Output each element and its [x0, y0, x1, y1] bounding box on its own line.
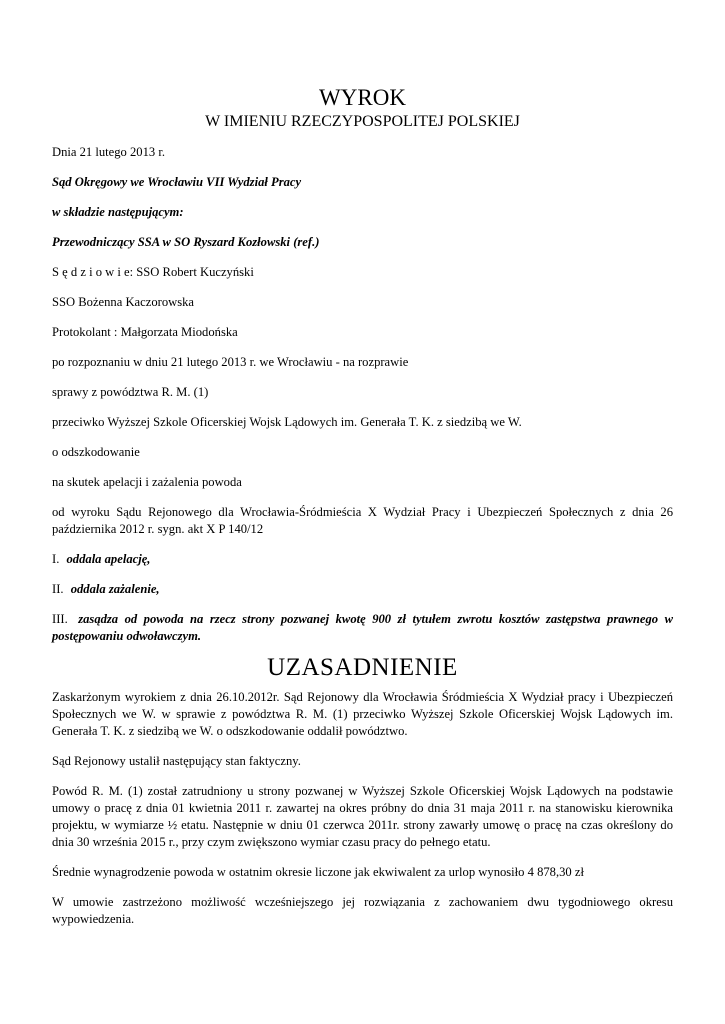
- justification-paragraph: Sąd Rejonowy ustalił następujący stan faktyczny.: [52, 754, 301, 768]
- court-name: Sąd Okręgowy we Wrocławiu VII Wydział Pracy: [52, 175, 302, 189]
- case-parties: sprawy z powództwa R. M. (1): [52, 385, 209, 399]
- ruling-text: oddala apelację,: [66, 552, 151, 566]
- justification-title: UZASADNIENIE: [267, 654, 458, 681]
- composition-label: w składzie następującym:: [52, 205, 184, 219]
- ruling-text: oddala zażalenie,: [70, 582, 160, 596]
- document-title: WYROK: [319, 85, 406, 110]
- ruling-item: [52, 581, 673, 598]
- ruling-number: I.: [52, 552, 60, 566]
- appeal-basis: na skutek apelacji i zażalenia powoda: [52, 475, 242, 489]
- judgment-date: Dnia 21 lutego 2013 r.: [52, 145, 165, 159]
- defendant: przeciwko Wyższej Szkole Oficerskiej Wojsk Lądowych im. Generała T. K. z siedzibą we W.: [52, 415, 522, 429]
- presiding-judge: Przewodniczący SSA w SO Ryszard Kozłowski (ref.): [52, 235, 320, 249]
- ruling-number: II.: [52, 582, 64, 596]
- ruling-text: zasądza od powoda na rzecz strony pozwanej kwotę 900 zł tytułem zwrotu kosztów zastępstwa prawnego w postępowaniu odwoławczym.: [52, 612, 673, 643]
- justification-paragraph: W umowie zastrzeżono możliwość wcześniejszego jej rozwiązania z zachowaniem dwu tygodniowego okresu wypowiedzenia.: [52, 895, 673, 926]
- hearing-info: po rozpoznaniu w dniu 21 lutego 2013 r. we Wrocławiu - na rozprawie: [52, 355, 409, 369]
- document-subtitle: W IMIENIU RZECZYPOSPOLITEJ POLSKIEJ: [205, 113, 520, 130]
- ruling-item: [52, 611, 673, 645]
- judge-2: SSO Bożenna Kaczorowska: [52, 295, 194, 309]
- judges: S ę d z i o w i e: SSO Robert Kuczyński: [52, 265, 254, 279]
- document-page: [52, 84, 673, 941]
- justification-paragraph: Powód R. M. (1) został zatrudniony u strony pozwanej w Wyższej Szkole Oficerskiej Wojsk Lądowych na podstawie umowy o pracę z dnia 01 kwietnia 2011 r. zawartej na okres próbny do dnia 31 maja 2011 r. na stanowisku kierownika projektu, w wymiarze ½ etatu. Następnie w dniu 01 czerwca 2011r. strony zawarły umowę o pracę na czas określony do dnia 30 września 2015 r., przy czym zwiększono wymiar czasu pracy do pełnego etatu.: [52, 784, 673, 849]
- case-subject: o odszkodowanie: [52, 445, 140, 459]
- ruling-item: [52, 551, 673, 568]
- ruling-number: III.: [52, 612, 68, 626]
- court-clerk: Protokolant : Małgorzata Miodońska: [52, 325, 238, 339]
- justification-paragraph: Zaskarżonym wyrokiem z dnia 26.10.2012r. Sąd Rejonowy dla Wrocławia Śródmieścia X Wydział pracy i Ubezpieczeń Społecznych we W. w sprawie z powództwa R. M. (1) przeciwko Wyższej Szkole Oficerskiej Wojsk Lądowych im. Generała T. K. z siedzibą we W. o odszkodowanie oddalił powództwo.: [52, 690, 673, 738]
- justification-paragraph: Średnie wynagrodzenie powoda w ostatnim okresie liczone jak ekwiwalent za urlop wynosiło 4 878,30 zł: [52, 865, 584, 879]
- appealed-judgment: od wyroku Sądu Rejonowego dla Wrocławia-Śródmieścia X Wydział Pracy i Ubezpieczeń Społecznych z dnia 26 października 2012 r. sygn. akt X P 140/12: [52, 505, 673, 536]
